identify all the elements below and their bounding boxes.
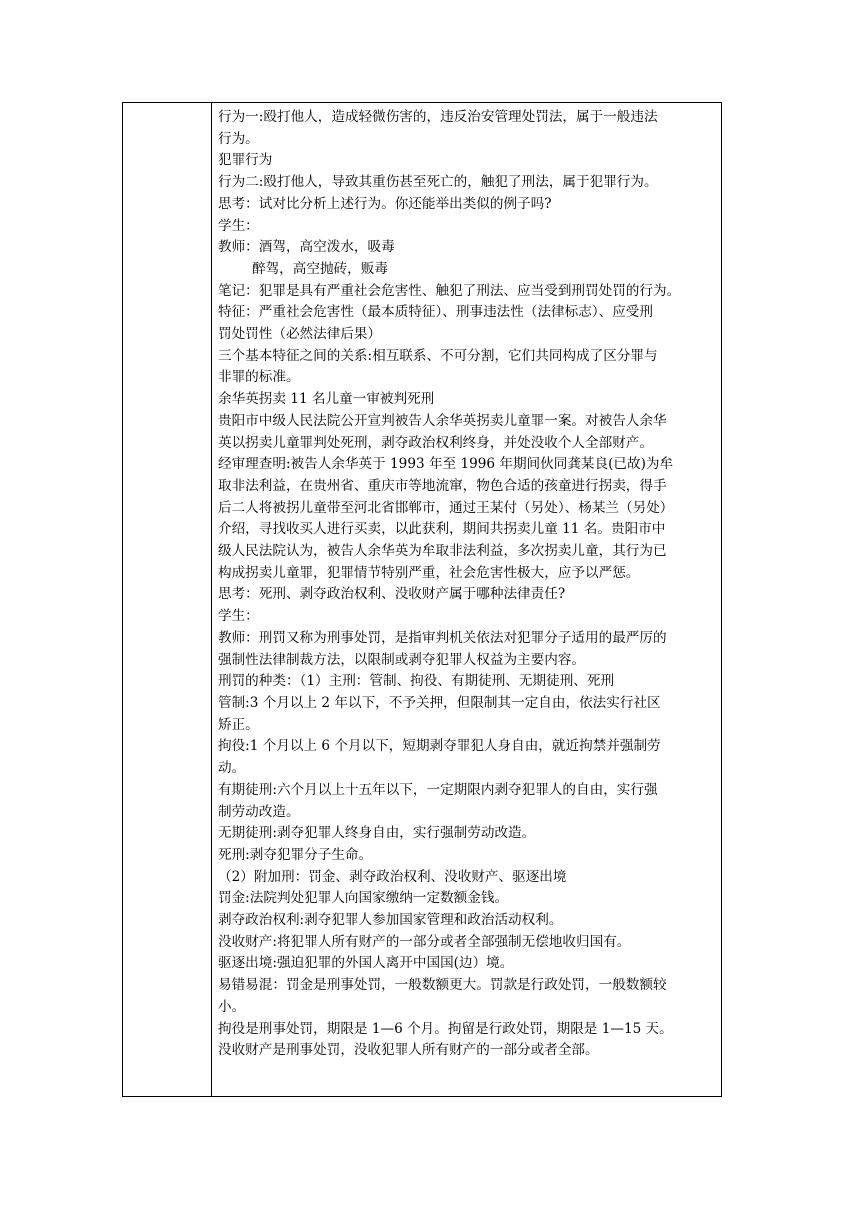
text-line: 取非法利益，在贵州省、重庆市等地流窜，物色合适的孩童进行拐卖，得手 <box>218 477 667 494</box>
text-line: 没收财产是刑事处罚，没收犯罪人所有财产的一部分或者全部。 <box>218 1042 599 1059</box>
text-line: 非罪的标准。 <box>218 369 300 386</box>
text-line: 小。 <box>218 998 246 1015</box>
text-line: 介绍，寻找收买人进行买卖，以此获利，期间共拐卖儿童 11 名。贵阳市中 <box>218 521 666 538</box>
text-line: 管制:3 个月以上 2 年以下，不予关押，但限制其一定自由，依法实行社区 <box>218 694 661 711</box>
text-line: 余华英拐卖 11 名儿童一审被判死刑 <box>218 391 435 408</box>
text-line: 思考：试对比分析上述行为。你还能举出类似的例子吗? <box>218 195 552 212</box>
text-line: 拘役是刑事处罚，期限是 1—6 个月。拘留是行政处罚，期限是 1—15 天。 <box>218 1020 673 1037</box>
text-line: 教师：刑罚又称为刑事处罚，是指审判机关依法对犯罪分子适用的最严厉的 <box>218 629 667 646</box>
text-line: 罚处罚性（必然法律后果） <box>218 326 382 343</box>
text-line: 三个基本特征之间的关系:相互联系、不可分割，它们共同构成了区分罪与 <box>218 347 658 364</box>
text-line: 特征：严重社会危害性（最本质特征）、刑事违法性（法律标志）、应受刑 <box>218 304 653 321</box>
text-line: 矫正。 <box>218 716 259 733</box>
content-cell <box>218 107 714 1062</box>
text-line: 教师：酒驾，高空泼水，吸毒 <box>218 239 395 256</box>
text-line: 构成拐卖儿童罪，犯罪情节特别严重，社会危害性极大，应予以严惩。 <box>218 564 640 581</box>
text-line: （2）附加刑：罚金、剥夺政治权利、没收财产、驱逐出境 <box>218 868 567 885</box>
text-line: 动。 <box>218 760 246 777</box>
text-line: 思考：死刑、剥夺政治权利、没收财产属于哪种法律责任? <box>218 586 566 603</box>
text-line: 级人民法院认为，被告人余华英为牟取非法利益，多次拐卖儿童，其行为已 <box>218 543 667 560</box>
text-line: 笔记：犯罪是具有严重社会危害性、触犯了刑法、应当受到刑罚处罚的行为。 <box>218 282 681 299</box>
text-line: 有期徒刑:六个月以上十五年以下，一定期限内剥夺犯罪人的自由，实行强 <box>218 781 658 798</box>
text-line: 贵阳市中级人民法院公开宣判被告人余华英拐卖儿童罪一案。对被告人余华 <box>218 412 667 429</box>
text-line: 拘役:1 个月以上 6 个月以下，短期剥夺罪犯人身自由，就近拘禁并强制劳 <box>218 738 661 755</box>
text-line: 犯罪行为 <box>218 152 273 169</box>
text-line: 制劳动改造。 <box>218 803 300 820</box>
text-line: 行为一:殴打他人，造成轻微伤害的，违反治安管理处罚法，属于一般违法 <box>218 109 658 125</box>
text-line: 学生： <box>218 608 259 625</box>
text-line: 英以拐卖儿童罪判处死刑，剥夺政治权利终身，并处没收个人全部财产。 <box>218 434 653 451</box>
text-line: 强制性法律制裁方法，以限制或剥夺犯罪人权益为主要内容。 <box>218 651 586 668</box>
lesson-table <box>122 102 722 1097</box>
text-line: 学生： <box>218 217 259 234</box>
text-line: 行为。 <box>218 130 259 147</box>
text-line: 无期徒刑:剥夺犯罪人终身自由，实行强制劳动改造。 <box>218 825 536 842</box>
text-line: 死刑:剥夺犯罪分子生命。 <box>218 846 373 863</box>
text-line: 后二人将被拐儿童带至河北省邯郸市，通过王某付（另处）、杨某兰（另处） <box>218 499 674 516</box>
text-line: 罚金:法院判处犯罪人向国家缴纳一定数额金钱。 <box>218 890 509 907</box>
text-line: 驱逐出境:强迫犯罪的外国人离开中国国(边）境。 <box>218 955 514 972</box>
left-column-cell <box>123 103 212 1096</box>
text-line: 经审理查明:被告人余华英于 1993 年至 1996 年期间伙同龚某良(已故)为牟 <box>218 456 674 473</box>
text-line: 刑罚的种类：（1）主刑：管制、拘役、有期徒刑、无期徒刑、死刑 <box>218 673 615 690</box>
text-line: 没收财产:将犯罪人所有财产的一部分或者全部强制无偿地收归国有。 <box>218 933 631 950</box>
text-line: 剥夺政治权利:剥夺犯罪人参加国家管理和政治活动权利。 <box>218 912 563 929</box>
text-line: 易错易混：罚金是刑事处罚，一般数额更大。罚款是行政处罚，一般数额较 <box>218 977 667 994</box>
text-line: 醉驾，高空抛砖，贩毒 <box>252 260 388 277</box>
text-line: 行为二:殴打他人，导致其重伤甚至死亡的，触犯了刑法，属于犯罪行为。 <box>218 174 658 191</box>
